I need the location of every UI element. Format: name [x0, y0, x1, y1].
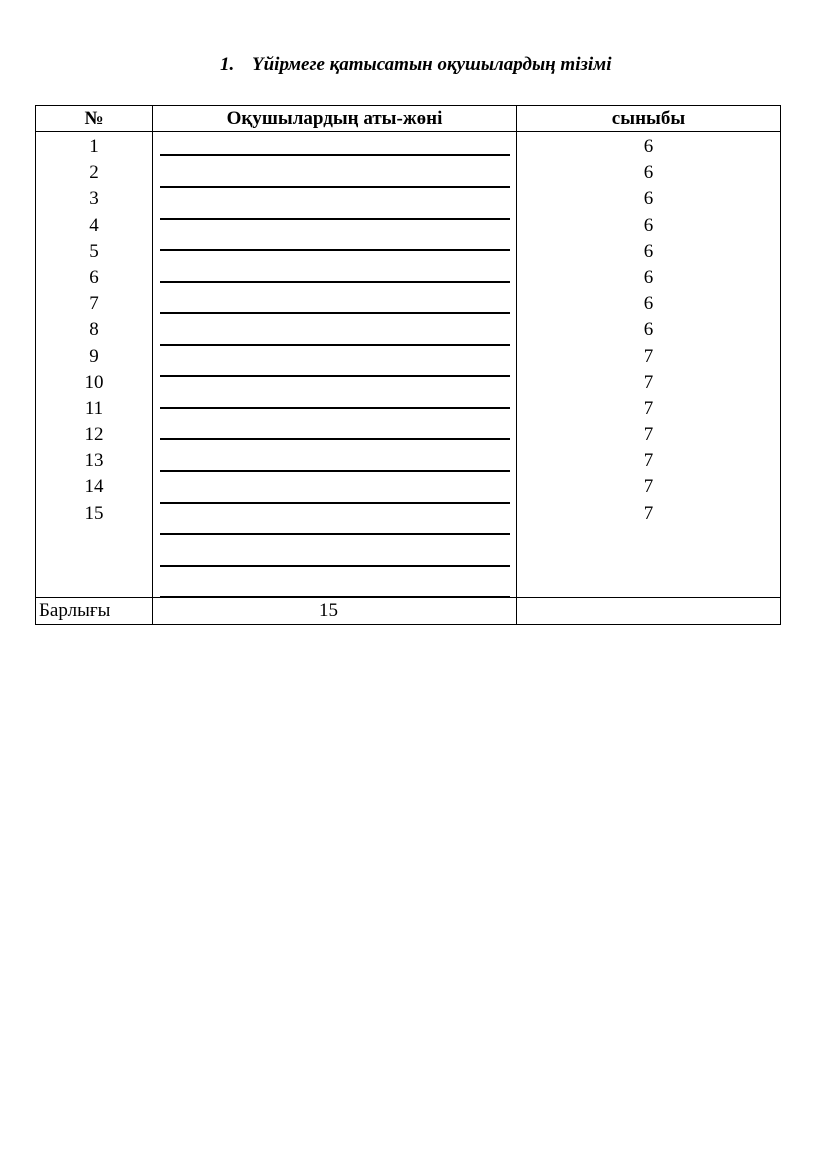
- row-number: 5: [89, 240, 99, 262]
- header-number: №: [36, 106, 153, 132]
- table-body-row: [36, 132, 781, 598]
- name-blank-line: [160, 470, 510, 472]
- row-number: 3: [89, 188, 99, 210]
- row-number: 11: [84, 397, 104, 419]
- row-class: 7: [643, 502, 654, 524]
- name-blank-line: [160, 438, 510, 440]
- total-label: Барлығы: [36, 598, 153, 625]
- number-column: [36, 132, 153, 598]
- total-value: 15: [153, 598, 517, 625]
- row-class: 6: [643, 136, 654, 157]
- heading-title: Үйірмеге қатысатын оқушылардың тізімі: [252, 54, 612, 75]
- row-class: 7: [643, 371, 654, 393]
- row-number: 10: [84, 371, 104, 393]
- class-list: [517, 132, 780, 597]
- row-number: 2: [89, 162, 99, 184]
- name-blank-line: [160, 375, 510, 377]
- name-blank-line: [160, 407, 510, 409]
- name-blank-line: [160, 312, 510, 314]
- name-blank-lines: [153, 132, 516, 597]
- name-blank-line: [160, 249, 510, 251]
- row-class: 7: [643, 424, 654, 446]
- row-class: 7: [643, 476, 654, 498]
- name-blank-line: [160, 502, 510, 504]
- table-header-row: [36, 106, 781, 132]
- class-column: [517, 132, 781, 598]
- row-number: 12: [84, 424, 104, 446]
- row-class: 6: [643, 266, 654, 288]
- row-number: 1: [89, 136, 99, 157]
- name-blank-line: [160, 218, 510, 220]
- name-blank-line: [160, 186, 510, 188]
- name-blank-line: [160, 154, 510, 156]
- row-class: 7: [643, 397, 654, 419]
- row-number: 15: [84, 502, 104, 524]
- name-blank-line: [160, 533, 510, 535]
- row-class: 6: [643, 240, 654, 262]
- row-class: 7: [643, 345, 654, 367]
- row-class: 7: [643, 450, 654, 472]
- row-class: 6: [643, 293, 654, 315]
- student-roster-table: [35, 105, 781, 625]
- row-number: 4: [89, 214, 99, 236]
- row-number: 9: [89, 345, 99, 367]
- row-number: 14: [84, 476, 104, 498]
- row-number: 6: [89, 266, 99, 288]
- header-name: Оқушылардың аты-жөні: [153, 106, 517, 132]
- document-heading: [220, 54, 611, 76]
- row-class: 6: [643, 319, 654, 341]
- total-row: [36, 598, 781, 625]
- row-number: 13: [84, 450, 104, 472]
- header-class: сыныбы: [517, 106, 781, 132]
- total-class: [517, 598, 781, 625]
- name-blank-line: [160, 596, 510, 598]
- row-class: 6: [643, 188, 654, 210]
- row-number: 7: [89, 293, 99, 315]
- name-blank-line: [160, 344, 510, 346]
- name-blank-line: [160, 565, 510, 567]
- row-number: 8: [89, 319, 99, 341]
- name-blank-line: [160, 281, 510, 283]
- row-class: 6: [643, 214, 654, 236]
- name-column: [153, 132, 517, 598]
- number-list: [36, 132, 152, 597]
- heading-number: 1.: [220, 54, 235, 75]
- row-class: 6: [643, 162, 654, 184]
